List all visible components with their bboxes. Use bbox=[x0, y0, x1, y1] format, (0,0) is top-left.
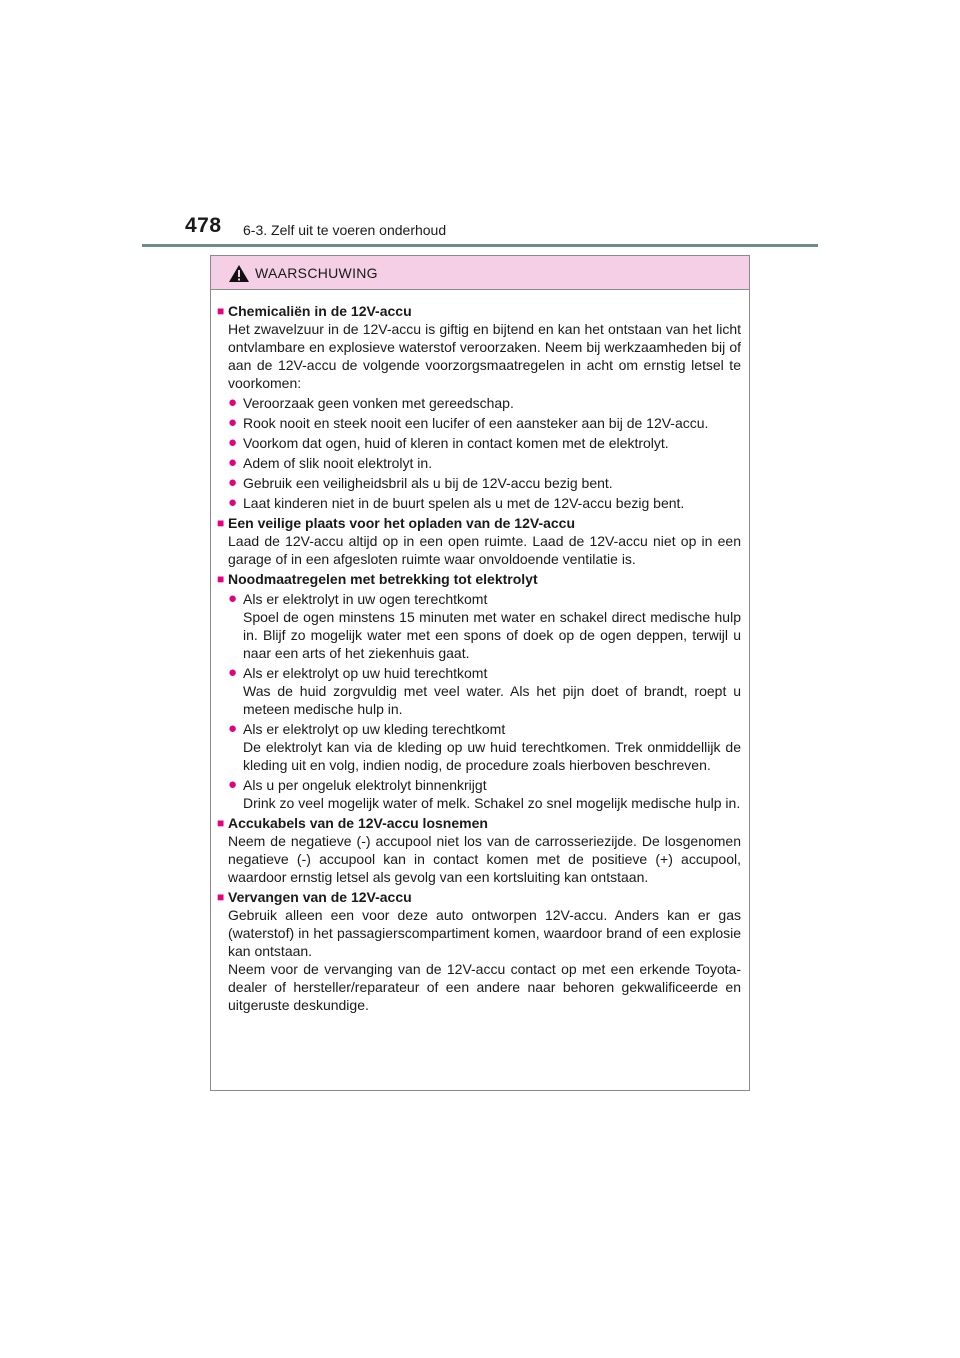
dot-bullet-icon: ● bbox=[228, 590, 238, 607]
square-bullet-icon: ■ bbox=[217, 572, 225, 586]
section-text: Gebruik alleen een voor deze auto ontworpen 12V-accu. Anders kan er gas (waterstof) in het passagierscompartiment komen, waardoor brand of een explosie kan ontstaan. bbox=[228, 907, 741, 959]
page-number: 478 bbox=[185, 214, 222, 237]
list-item: ● Rook nooit en steek nooit een lucifer of een aansteker aan bij de 12V-accu. bbox=[228, 414, 709, 431]
page-header bbox=[185, 214, 825, 246]
square-bullet-icon: ■ bbox=[217, 816, 225, 830]
section-cables bbox=[217, 814, 741, 886]
dot-bullet-icon: ● bbox=[228, 494, 238, 511]
section-heading: Noodmaatregelen met betrekking tot elektrolyt bbox=[228, 571, 538, 587]
list-item: ● Veroorzaak geen vonken met gereedschap. bbox=[228, 394, 514, 411]
dot-bullet-icon: ● bbox=[228, 720, 238, 737]
header-rule bbox=[142, 244, 818, 247]
list-item: ● Als er elektrolyt op uw huid terechtkomt Was de huid zorgvuldig met veel water. Als het pijn doet of brandt, roept u meteen medische hulp in. bbox=[228, 664, 741, 717]
section-text: Het zwavelzuur in de 12V-accu is giftig en bijtend en kan het ontstaan van het licht ontvlambare en explosieve waterstof veroorzaken. Neem bij werkzaamheden bij of aan de 12V-accu de volgende voorzorgsmaatregelen in acht om ernstig letsel te voorkomen: bbox=[228, 321, 741, 391]
list-item: ● Als u per ongeluk elektrolyt binnenkrijgt Drink zo veel mogelijk water of melk. Schakel zo snel mogelijk medische hulp in. bbox=[228, 776, 741, 811]
section-text: Laad de 12V-accu altijd op in een open ruimte. Laad de 12V-accu niet op in een garage of in een afgesloten ruimte waar onvoldoende ventilatie is. bbox=[228, 533, 741, 567]
list-item: ● Gebruik een veiligheidsbril als u bij de 12V-accu bezig bent. bbox=[228, 474, 613, 491]
square-bullet-icon: ■ bbox=[217, 516, 225, 530]
dot-bullet-icon: ● bbox=[228, 394, 238, 411]
warning-triangle-icon bbox=[228, 264, 250, 283]
section-text: Neem de negatieve (-) accupool niet los van de carrosseriezijde. De losgenomen negatieve (-) accupool kan in contact komen met de positieve (+) accupool, waardoor ernstig letsel als gevolg van een kortsluiting kan ontstaan. bbox=[228, 833, 741, 885]
list-item: ● Als er elektrolyt op uw kleding terechtkomt De elektrolyt kan via de kleding op uw huid terechtkomen. Trek onmiddellijk de kleding uit en volg, indien nodig, de procedure zoals hierboven beschreven. bbox=[228, 720, 741, 773]
section-replacing bbox=[217, 888, 741, 1014]
dot-bullet-icon: ● bbox=[228, 474, 238, 491]
dot-bullet-icon: ● bbox=[228, 454, 238, 471]
warning-title: WAARSCHUWING bbox=[255, 265, 378, 281]
warning-body bbox=[211, 290, 749, 1014]
list-item: ● Als er elektrolyt in uw ogen terechtkomt Spoel de ogen minstens 15 minuten met water en schakel direct medische hulp in. Blijf zo mogelijk water met een spons of doek op de ogen deppen, terwijl u naar een arts of het ziekenhuis gaat. bbox=[228, 590, 741, 661]
dot-bullet-icon: ● bbox=[228, 414, 238, 431]
dot-bullet-icon: ● bbox=[228, 434, 238, 451]
section-title: 6-3. Zelf uit te voeren onderhoud bbox=[243, 222, 447, 238]
section-heading: Accukabels van de 12V-accu losnemen bbox=[228, 815, 488, 831]
warning-box bbox=[210, 255, 750, 1091]
section-charging-location bbox=[217, 514, 741, 568]
square-bullet-icon: ■ bbox=[217, 890, 225, 904]
section-heading: Vervangen van de 12V-accu bbox=[228, 889, 412, 905]
warning-header bbox=[211, 256, 749, 290]
list-item: ● Adem of slik nooit elektrolyt in. bbox=[228, 454, 433, 471]
section-chemicals bbox=[217, 302, 741, 512]
dot-bullet-icon: ● bbox=[228, 664, 238, 681]
section-heading: Een veilige plaats voor het opladen van de 12V-accu bbox=[228, 515, 576, 531]
section-heading: Chemicaliën in de 12V-accu bbox=[228, 303, 412, 319]
square-bullet-icon: ■ bbox=[217, 304, 225, 318]
section-emergency bbox=[217, 570, 741, 812]
list-item: ● Laat kinderen niet in de buurt spelen als u met de 12V-accu bezig bent. bbox=[228, 494, 685, 511]
dot-bullet-icon: ● bbox=[228, 776, 238, 793]
list-item: ● Voorkom dat ogen, huid of kleren in contact komen met de elektrolyt. bbox=[228, 434, 669, 451]
section-text: Neem voor de vervanging van de 12V-accu contact op met een erkende Toyota-dealer of hersteller/reparateur of een andere naar behoren gekwalificeerde en uitgeruste deskundige. bbox=[228, 961, 741, 1013]
